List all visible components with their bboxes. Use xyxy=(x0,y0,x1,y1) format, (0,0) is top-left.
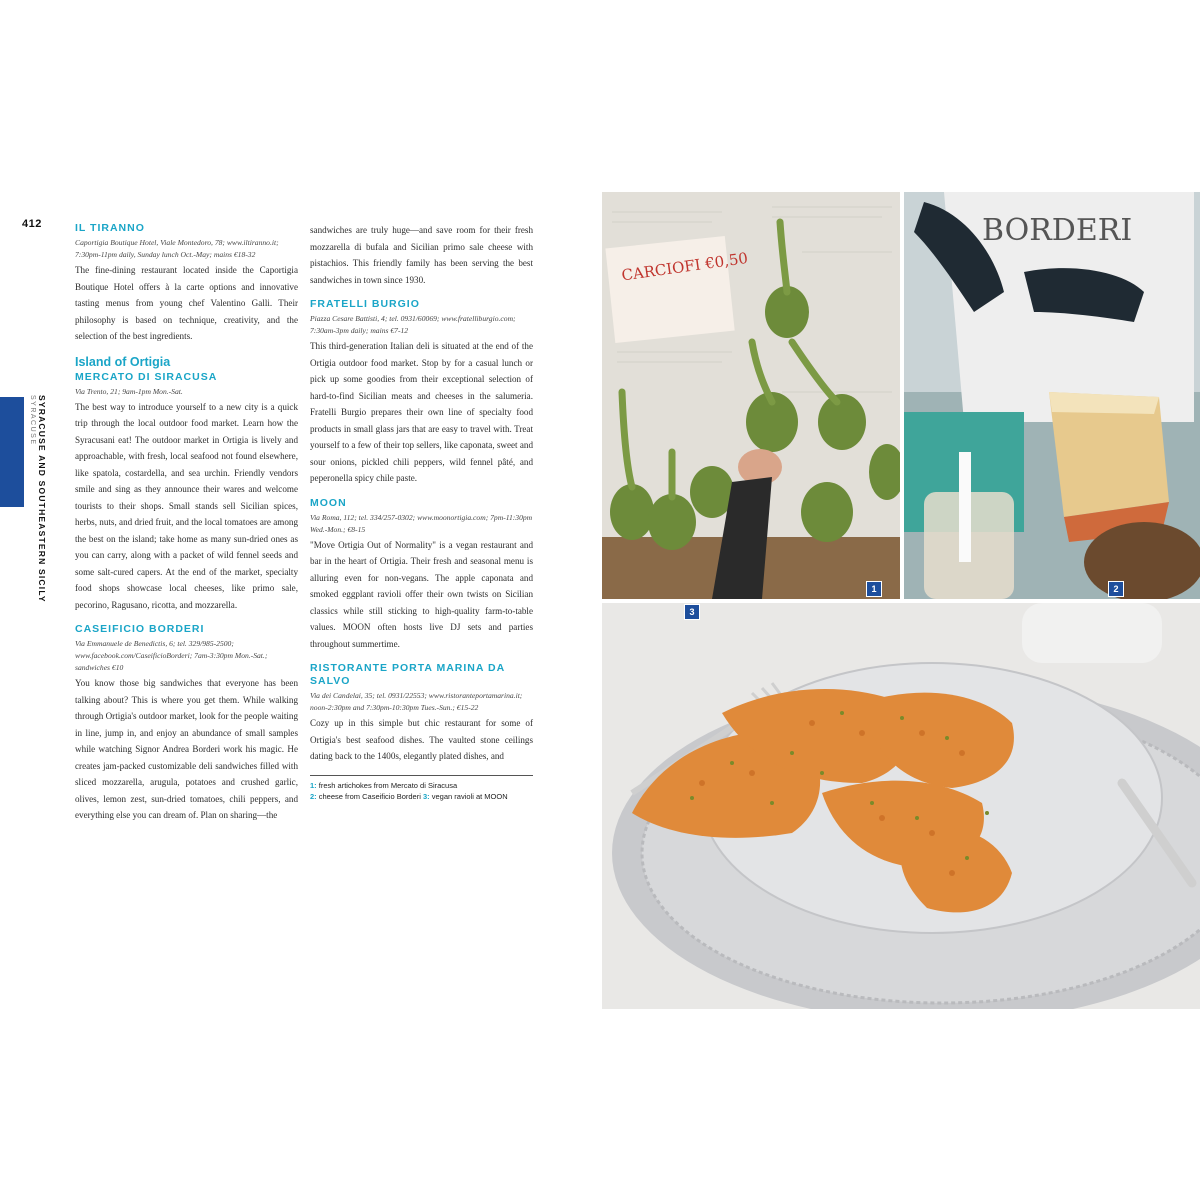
listing-caseificio-borderi xyxy=(75,623,298,824)
listing-body: This third-generation Italian deli is situated at the end of the Ortigia outdoor food market. Stop by for a casual lunch or pick up some goodies from their exceptional selection of hard-to-find Sicilian meats and cheeses in the salumeria. Fratelli Burgio prepares their own line of specialty food products in small glass jars that are easy to travel with. Treat yourself to a few of their top sellers, like caponata, sweet and sour onions, pickled chili peppers, wild fennel pâté, and peperonella spicy chile paste. xyxy=(310,341,533,483)
shirt-text: BORDERI xyxy=(982,213,1133,248)
text-column-left xyxy=(75,222,298,834)
listing-title: CASEIFICIO BORDERI xyxy=(75,623,205,635)
listing-body: You know those big sandwiches that everyone has been talking about? This is where you get them. While walking through Ortigia's outdoor market, look for the people waiting in line, jump in, and enjoy an abundance of small samples while watching Signor Andrea Borderi work his magic. He creates jam-packed customizable deli sandwiches filled with sliced mozzarella, arugula, potatoes and crushed garlic, olives, lemon zest, sun-dried tomatoes, chili peppers, and everything else you can dream of. Plan on sharing—the xyxy=(75,678,298,820)
caption-text: cheese from Caseificio Borderi xyxy=(318,791,421,801)
page-number: 412 xyxy=(22,218,42,230)
listing-meta: Via Emmanuele de Benedictis, 6; tel. 329/985-2500; www.facebook.com/CaseificioBorderi; 7am-3:30pm Mon.-Sat.; sandwiches €10 xyxy=(75,639,268,672)
photo-badge: 2 xyxy=(1108,581,1124,597)
listing-title: MERCATO DI SIRACUSA xyxy=(75,370,218,383)
ravioli-illustration xyxy=(602,603,1200,1009)
ravioli-photo xyxy=(602,603,1200,1009)
artichokes-illustration xyxy=(602,192,900,599)
listing-mercato xyxy=(75,371,298,614)
caption-text: vegan ravioli at MOON xyxy=(431,791,508,801)
photo-badge: 1 xyxy=(866,581,882,597)
caption-number: 3: xyxy=(423,791,430,801)
listing-meta: Piazza Cesare Battisti, 4; tel. 0931/60069; www.fratelliburgio.com; 7:30am-3pm daily; mains €7-12 xyxy=(310,314,516,335)
listing-meta: Caportigia Boutique Hotel, Viale Montedoro, 78; www.iltiranno.it; 7:30pm-11pm daily, Sunday lunch Oct.-May; mains €18-32 xyxy=(75,238,279,259)
listing-body: "Move Ortigia Out of Normality" is a vegan restaurant and bar in the heart of Ortigia. Their fresh and seasonal menu is alluring even for non-vegans. The apple caponata and smoked eggplant ravioli offer their own twists on Sicilian classics while still sticking to high-quality farm-to-table values. MOON often hosts live DJ sets and parties throughout summertime. xyxy=(310,539,533,649)
sign-text: CARCIOFI €0,50 xyxy=(620,248,750,285)
caption-number: 1: xyxy=(310,780,317,790)
cheese-illustration xyxy=(904,192,1200,599)
section-title: Island of Ortigia xyxy=(75,354,171,369)
artichokes-photo xyxy=(602,192,900,599)
chapter-title: SYRACUSE AND SOUTHEASTERN SICILY xyxy=(37,395,47,603)
listing-body: Cozy up in this simple but chic restaurant for some of Ortigia's best seafood dishes. The vaulted stone ceilings dating back to the 1400s, elegantly plated dishes, and xyxy=(310,718,533,761)
listing-body: sandwiches are truly huge—and save room for their fresh mozzarella di bufala and Sicilian primo sale cheese with pistachios. This friendly family has been serving the best sandwiches in town since 1930. xyxy=(310,225,533,285)
chapter-tab xyxy=(0,397,24,507)
listing-fratelli-burgio xyxy=(310,298,533,487)
listing-meta: Via Roma, 112; tel. 334/257-0302; www.moonortigia.com; 7pm-11:30pm Wed.-Mon.; €8-15 xyxy=(310,512,533,534)
photo-badge: 3 xyxy=(684,604,700,620)
caption-text: fresh artichokes from Mercato di Siracusa xyxy=(318,780,458,790)
listing-body: The best way to introduce yourself to a new city is a quick trip through the local outdoor food market. Learn how the Syracusani eat! The outdoor market in Ortigia is lively and approachable, with fresh, local seafood not found elsewhere, like spatola, costardella, and sea urchin. Friendly vendors smile and sing as they announce their wares and welcome tourists to their shops. Small stands sell Sicilian spices, herbs, nuts, and dried fruit, and the local tomatoes are among the best on the island; take home as many sun-dried ones as you can carry, along with a packet of wild fennel seeds and some salt-cured capers. At the end of the market, specialty food shops showcase local cheeses, like primo sale, pecorino, Ragusano, ricotta, and mozzarella. xyxy=(75,401,298,610)
listing-title: RISTORANTE PORTA MARINA DA SALVO xyxy=(310,662,505,687)
cheese-photo xyxy=(904,192,1200,599)
listing-continuation xyxy=(310,222,533,288)
listing-porta-marina xyxy=(310,662,533,765)
listing-title: FRATELLI BURGIO xyxy=(310,298,420,310)
listing-body: The fine-dining restaurant located inside the Caportigia Boutique Hotel offers à la carte options and innovative tasting menus from young chef Valentino Galli. Their philosophy is based on technique, creativity, and the selection of the best ingredients. xyxy=(75,265,298,341)
listing-moon xyxy=(310,497,533,653)
listing-title: IL TIRANNO xyxy=(75,222,145,234)
chapter-subtitle: SYRACUSE xyxy=(29,395,36,446)
photo-caption xyxy=(310,775,533,802)
listing-title: MOON xyxy=(310,496,347,509)
caption-number: 2: xyxy=(310,791,317,801)
listing-meta: Via Trento, 21; 9am-1pm Mon.-Sat. xyxy=(75,386,183,396)
listing-il-tiranno xyxy=(75,222,298,345)
text-column-middle xyxy=(310,222,533,802)
listing-meta: Via dei Candelai, 35; tel. 0931/22553; www.ristoranteportamarina.it; noon-2:30pm and 7:30pm-10:30pm Tues.-Sun.; €15-22 xyxy=(310,691,523,712)
